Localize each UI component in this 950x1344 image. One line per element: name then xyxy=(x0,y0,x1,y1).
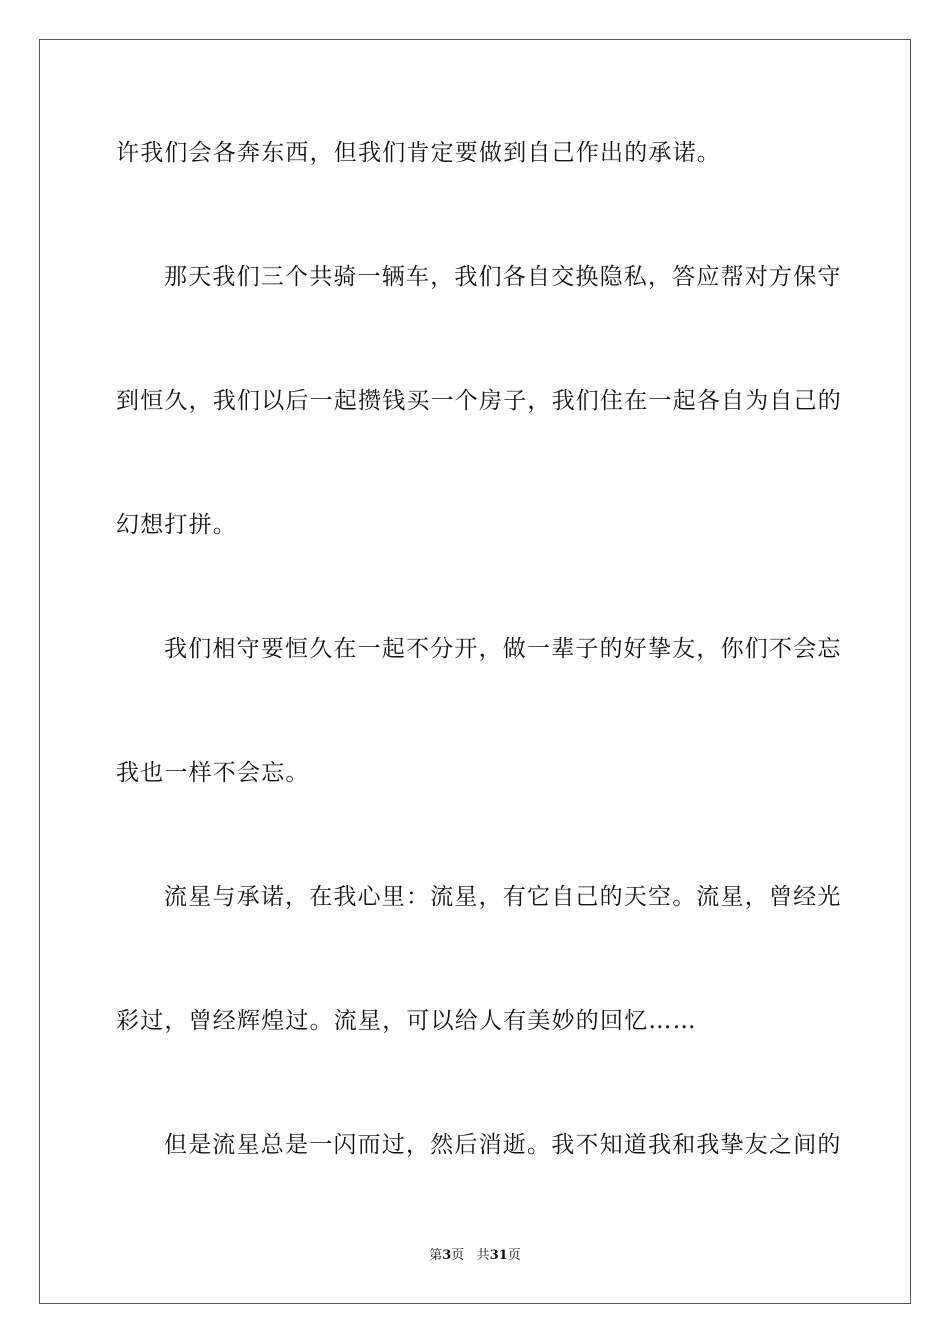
total-pages: 31 xyxy=(489,1248,508,1263)
total-suffix: 页 xyxy=(507,1248,521,1263)
page-prefix: 第 xyxy=(429,1248,443,1263)
page-border xyxy=(39,39,911,1304)
page-footer xyxy=(0,1247,950,1265)
text-line: 我也一样不会忘。 xyxy=(116,760,310,786)
text-line: 许我们会各奔东西，但我们肯定要做到自己作出的承诺。 xyxy=(116,140,721,166)
page-number: 3 xyxy=(442,1248,452,1263)
text-line: 幻想打拼。 xyxy=(116,512,237,538)
paragraph-start-line: 流星与承诺，在我心里：流星，有它自己的天空。流星，曾经光 xyxy=(164,884,842,910)
paragraph-start-line: 那天我们三个共骑一辆车，我们各自交换隐私，答应帮对方保守 xyxy=(164,264,842,290)
text-line: 到恒久，我们以后一起攒钱买一个房子，我们住在一起各自为自己的 xyxy=(116,388,842,414)
total-prefix: 共 xyxy=(476,1248,490,1263)
paragraph-start-line: 但是流星总是一闪而过，然后消逝。我不知道我和我挚友之间的 xyxy=(164,1132,842,1158)
page-suffix: 页 xyxy=(451,1248,465,1263)
text-line: 彩过，曾经辉煌过。流星，可以给人有美妙的回忆…… xyxy=(116,1008,697,1034)
paragraph-start-line: 我们相守要恒久在一起不分开，做一辈子的好挚友，你们不会忘 xyxy=(164,636,842,662)
